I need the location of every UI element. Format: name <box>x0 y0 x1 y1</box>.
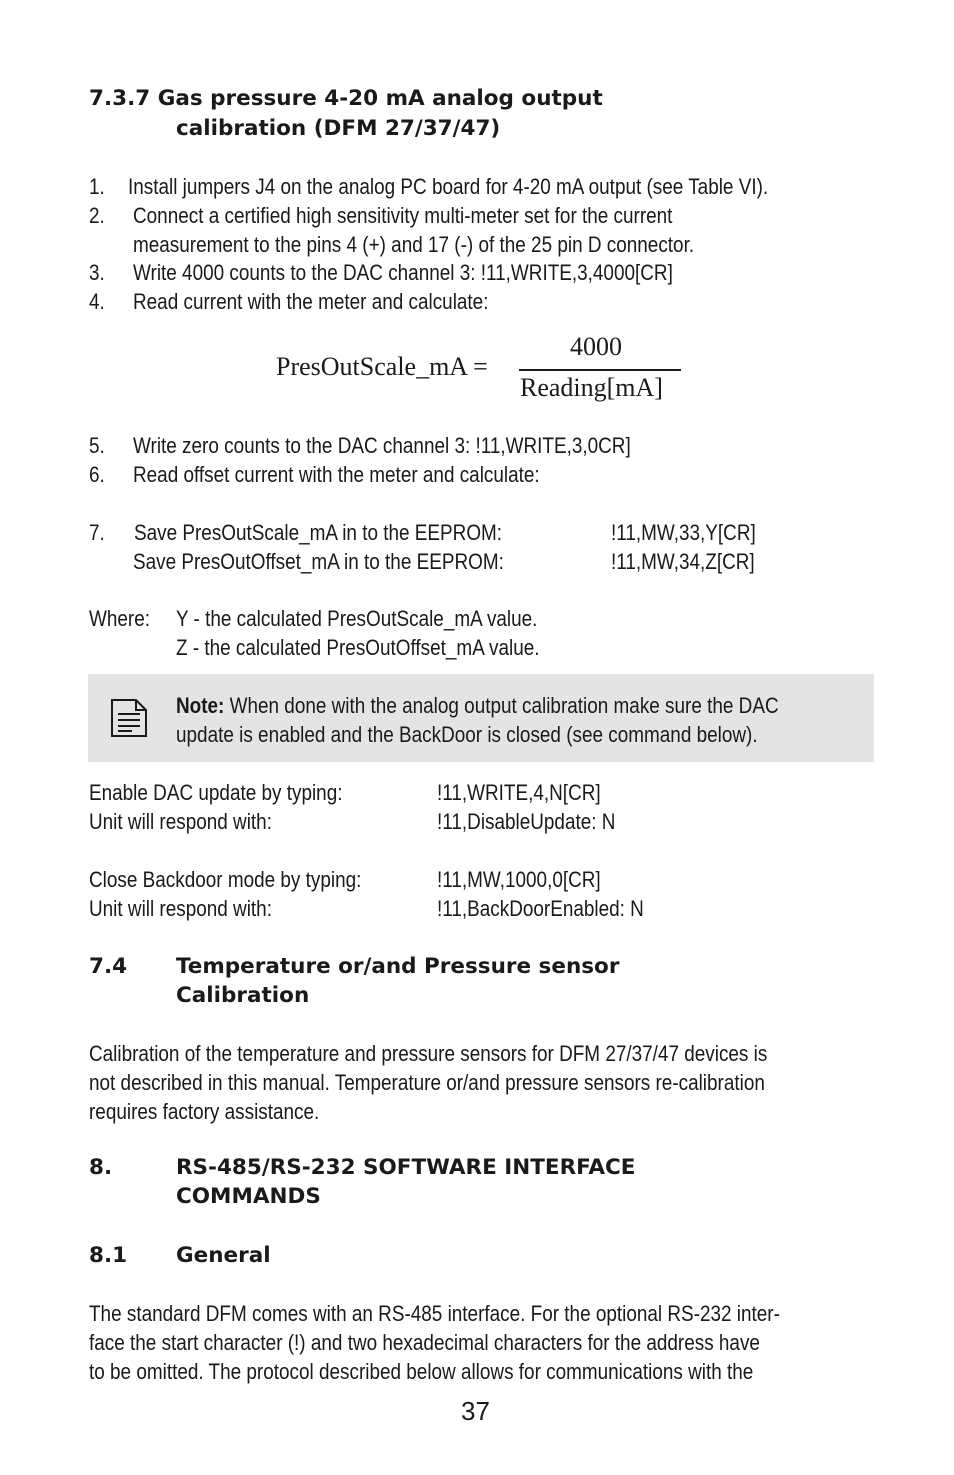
step-number: 2. <box>89 203 105 228</box>
step-text-cont: Save PresOutOffset_mA in to the EEPROM: <box>133 549 504 574</box>
step-text-cont: measurement to the pins 4 (+) and 17 (-) of the 25 pin D connector. <box>133 232 695 257</box>
note-line-2: update is enabled and the BackDoor is closed (see command below). <box>176 722 758 747</box>
step-number: 6. <box>89 462 105 487</box>
section-number-8: 8. <box>89 1155 113 1180</box>
where-label: Where: <box>89 606 150 631</box>
step-text: Install jumpers J4 on the analog PC board for 4-20 mA output (see Table VI). <box>128 174 769 199</box>
command-label: Unit will respond with: <box>89 896 272 921</box>
section-heading-7-4-cont: Calibration <box>176 983 310 1008</box>
command-value: !11,DisableUpdate: N <box>437 809 616 834</box>
command-value: !11,MW,1000,0[CR] <box>437 867 601 892</box>
command-label: Unit will respond with: <box>89 809 272 834</box>
section-heading-7-4: Temperature or/and Pressure sensor <box>176 954 620 979</box>
step-text: Write 4000 counts to the DAC channel 3: !11,WRITE,3,4000[CR] <box>133 260 673 285</box>
section-heading-8-1: General <box>176 1243 271 1268</box>
paragraph-line: The standard DFM comes with an RS-485 interface. For the optional RS-232 inter- <box>89 1301 780 1326</box>
note-line-1 <box>176 691 779 720</box>
step-number: 7. <box>89 520 105 545</box>
where-y: Y - the calculated PresOutScale_mA value. <box>176 606 538 631</box>
step-number: 5. <box>89 433 105 458</box>
section-heading-8-cont: COMMANDS <box>176 1184 321 1209</box>
where-z: Z - the calculated PresOutOffset_mA value. <box>176 635 540 660</box>
page-number: 37 <box>461 1396 490 1426</box>
paragraph-line: face the start character (!) and two hexadecimal characters for the address have <box>89 1330 760 1355</box>
note-text: When done with the analog output calibration make sure the DAC <box>229 693 779 718</box>
note-icon <box>110 698 148 738</box>
section-heading-8: RS-485/RS-232 SOFTWARE INTERFACE <box>176 1155 636 1180</box>
section-number-8-1: 8.1 <box>89 1243 128 1268</box>
command-label: Close Backdoor mode by typing: <box>89 867 362 892</box>
paragraph-line: not described in this manual. Temperature or/and pressure sensors re-calibration <box>89 1070 765 1095</box>
step-number: 4. <box>89 289 105 314</box>
section-number-7-4: 7.4 <box>89 954 128 979</box>
section-heading-7-3-7: 7.3.7 Gas pressure 4-20 mA analog output <box>89 86 603 111</box>
step-command: !11,MW,33,Y[CR] <box>611 520 756 545</box>
command-value: !11,BackDoorEnabled: N <box>437 896 644 921</box>
paragraph-line: to be omitted. The protocol described below allows for communications with the <box>89 1359 754 1384</box>
formula-numerator: 4000 <box>570 332 622 361</box>
step-text: Read current with the meter and calculate: <box>133 289 489 314</box>
step-text: Write zero counts to the DAC channel 3: !11,WRITE,3,0CR] <box>133 433 631 458</box>
command-value: !11,WRITE,4,N[CR] <box>437 780 601 805</box>
step-text: Save PresOutScale_mA in to the EEPROM: <box>134 520 503 545</box>
paragraph-line: Calibration of the temperature and pressure sensors for DFM 27/37/47 devices is <box>89 1041 768 1066</box>
formula-lhs: PresOutScale_mA = <box>276 352 488 381</box>
step-text: Connect a certified high sensitivity multi-meter set for the current <box>133 203 673 228</box>
note-label: Note: <box>176 693 225 718</box>
step-command: !11,MW,34,Z[CR] <box>611 549 755 574</box>
command-label: Enable DAC update by typing: <box>89 780 343 805</box>
fraction-bar <box>519 369 681 371</box>
step-text: Read offset current with the meter and calculate: <box>133 462 540 487</box>
section-heading-7-3-7-cont: calibration (DFM 27/37/47) <box>176 116 501 141</box>
formula-denominator: Reading[mA] <box>520 373 663 402</box>
step-number: 1. <box>89 174 105 199</box>
paragraph-line: requires factory assistance. <box>89 1099 320 1124</box>
step-number: 3. <box>89 260 105 285</box>
